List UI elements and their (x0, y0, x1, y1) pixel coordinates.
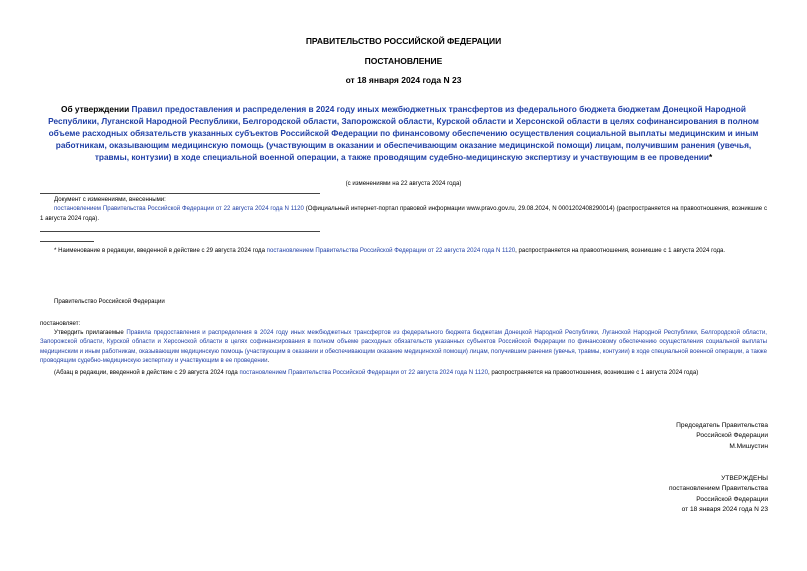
footnote-divider (40, 241, 94, 242)
document-title (40, 103, 767, 163)
document-date: от 18 января 2024 года N 23 (345, 75, 462, 85)
approved-date: от 18 января 2024 года N 23 (681, 506, 768, 514)
title-rules-link[interactable]: Правил предоставления и распределения в 2024 году иных межбюджетных трансфертов из федерального бюджета бюджетам Донецкой Народной Республики, Луганской Народной Республики, Белгородской области, Запорожской области, Курской области и Херсонской области в целях софинансирования в полном объеме расходных обязательств указанных субъектов Российской Федерации по финансовому обеспечению осуществления социальной выплаты медицинским и иным работникам, оказывающим медицинскую помощь (участвующим в оказании и обеспечивающим оказание медицинской помощи) лицам, получившим ранения (увечья, травмы, контузии) в ходе специальной военной операции, а также проводящим судебно-медицинскую экспертизу и участвующим в ее проведении (48, 104, 759, 162)
paragraph-note-decree-link[interactable]: постановлением Правительства Российской Федерации от 22 августа 2024 года N 1120 (239, 369, 488, 376)
paragraph-note-before: (Абзац в редакции, введенной в действие с 29 августа 2024 года (54, 369, 240, 376)
approve-before: Утвердить прилагаемые (54, 329, 127, 336)
amendment-note: (с изменениями на 22 августа 2024 года) (345, 180, 462, 187)
signature-org: Российской Федерации (696, 432, 768, 440)
divider (40, 193, 320, 194)
footnote-after: , распространяется на правоотношения, возникшие с 1 августа 2024 года. (515, 247, 726, 254)
approval-stamp (669, 474, 768, 516)
changes-text (40, 204, 767, 223)
title-asterisk: * (708, 152, 713, 162)
approved-word: УТВЕРЖДЕНЫ (721, 475, 768, 482)
signature-block (676, 421, 768, 452)
changes-block (40, 195, 767, 223)
paragraph-note (40, 368, 767, 377)
paragraph-note-after: , распространяется на правоотношения, возникшие с 1 августа 2024 года) (487, 369, 699, 376)
resolves-word: постановляет: (40, 320, 81, 327)
changes-decree-link[interactable]: постановлением Правительства Российской Федерации от 22 августа 2024 года N 1120 (54, 205, 304, 213)
footnote (40, 246, 767, 255)
approve-rules-link[interactable]: Правила предоставления и распределения в 2024 году иных межбюджетных трансфертов из федерального бюджета бюджетам Донецкой Народной Республики, Луганской Народной Республики, Белгородской области, Запорожской области, Курской области и Херсонской области в целях софинансирования в полном объеме расходных обязательств указанных субъектов Российской Федерации по финансовому обеспечению осуществления социальной выплаты медицинским и иным работникам, оказывающим медицинскую помощь (участвующим в оказании и обеспечивающим оказание медицинской помощи) лицам, получившим ранения (увечья, травмы, контузии) в ходе специальной военной операции, а также проводящим судебно-медицинскую экспертизу и участвующим в ее проведении (40, 329, 767, 365)
changes-heading: Документ с изменениями, внесенными: (54, 196, 166, 203)
footnote-decree-link[interactable]: постановлением Правительства Российской Федерации от 22 августа 2024 года N 1120 (266, 247, 516, 254)
changes-rest: (Официальный интернет-портал правовой информации www.pravo.gov.ru, 29.08.2024, N 0001202408290014) (распространяется на правоотношения, возникшие с 1 августа 2024 года). (40, 205, 767, 222)
title-prefix: Об утверждении (61, 104, 132, 114)
footnote-before: * Наименование в редакции, введенной в действие с 29 августа 2024 года (54, 247, 267, 254)
signature-name: М.Мишустин (729, 442, 768, 450)
signature-title: Председатель Правительства (676, 422, 768, 429)
approve-after: . (267, 357, 270, 365)
issuing-authority: Правительство Российской Федерации (54, 298, 165, 305)
approved-by: постановлением Правительства (668, 485, 768, 493)
government-name: ПРАВИТЕЛЬСТВО РОССИЙСКОЙ ФЕДЕРАЦИИ (305, 36, 502, 46)
approved-org: Российской Федерации (696, 495, 768, 503)
divider (40, 231, 320, 232)
document-type: ПОСТАНОВЛЕНИЕ (364, 56, 443, 66)
approve-paragraph (40, 328, 767, 366)
